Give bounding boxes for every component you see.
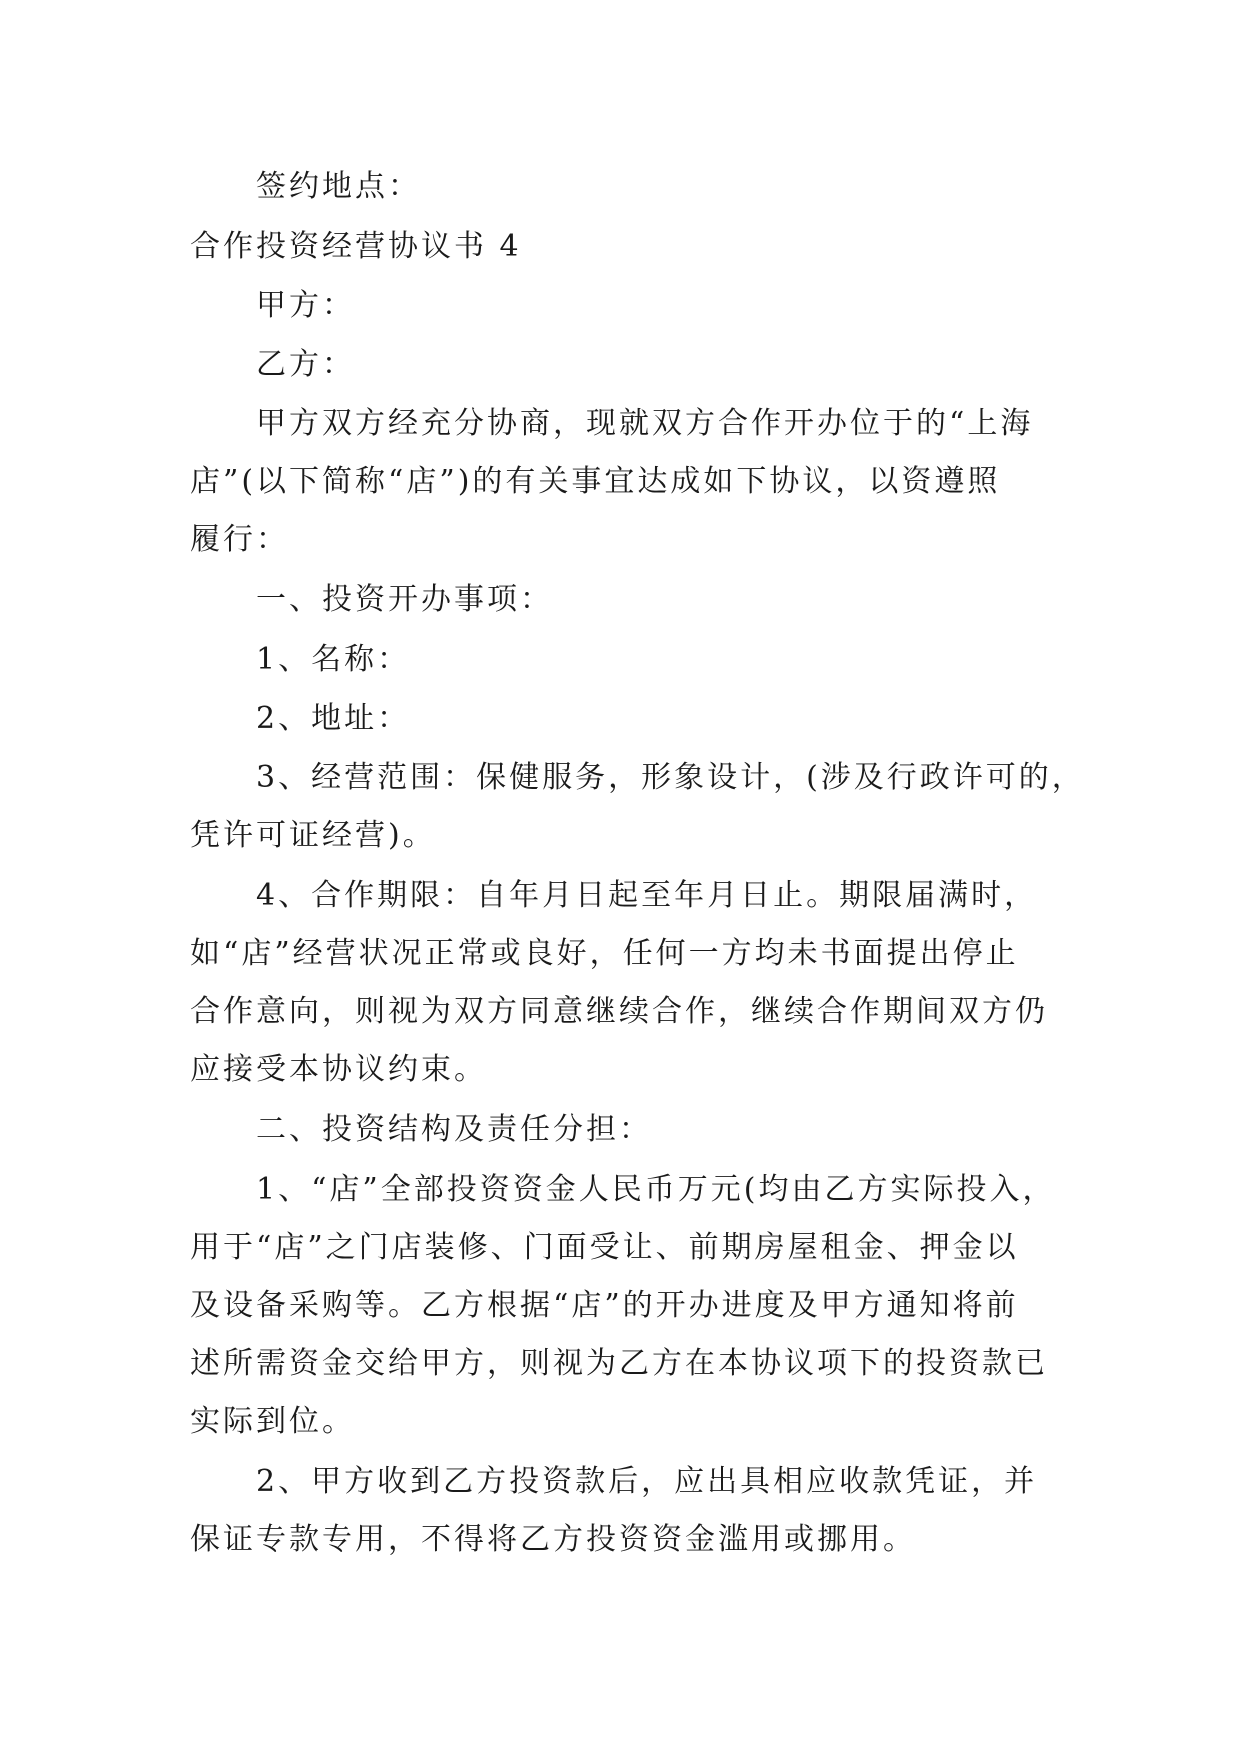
clause-line: 及设备采购等。乙方根据“店”的开办进度及甲方通知将前: [190, 1288, 1019, 1323]
clause-line: 合作意向，则视为双方同意继续合作，继续合作期间双方仍: [190, 994, 1048, 1029]
clause-line: 应接受本协议约束。: [190, 1052, 487, 1087]
intro-paragraph-line: 甲方双方经充分协商，现就双方合作开办位于的“上海: [256, 406, 1034, 441]
intro-paragraph-line: 履行：: [190, 522, 289, 557]
clause-line: 保证专款专用，不得将乙方投资资金滥用或挪用。: [190, 1522, 916, 1557]
party-b-label: 乙方：: [256, 347, 355, 382]
clause-line: 2、地址：: [256, 701, 411, 736]
party-a-label: 甲方：: [256, 288, 355, 323]
clause-line: 述所需资金交给甲方，则视为乙方在本协议项下的投资款已: [190, 1346, 1048, 1381]
clause-line: 1、“店”全部投资资金人民币万元(均由乙方实际投入，: [256, 1172, 1056, 1207]
document-title: 合作投资经营协议书 4: [190, 229, 522, 264]
clause-line: 1、名称：: [256, 642, 411, 677]
clause-line: 3、经营范围：保健服务，形象设计，(涉及行政许可的，: [256, 760, 1085, 795]
clause-line: 凭许可证经营)。: [190, 818, 436, 853]
section-heading: 二、投资结构及责任分担：: [256, 1112, 652, 1147]
section-heading: 一、投资开办事项：: [256, 582, 553, 617]
signing-location-label: 签约地点：: [256, 169, 421, 204]
clause-line: 如“店”经营状况正常或良好，任何一方均未书面提出停止: [190, 936, 1019, 971]
intro-paragraph-line: 店”(以下简称“店”)的有关事宜达成如下协议，以资遵照: [190, 464, 1001, 499]
clause-line: 4、合作期限：自年月日起至年月日止。期限届满时，: [256, 878, 1038, 913]
clause-line: 2、甲方收到乙方投资款后，应出具相应收款凭证，并: [256, 1464, 1038, 1499]
clause-line: 实际到位。: [190, 1404, 355, 1439]
clause-line: 用于“店”之门店装修、门面受让、前期房屋租金、押金以: [190, 1230, 1019, 1265]
